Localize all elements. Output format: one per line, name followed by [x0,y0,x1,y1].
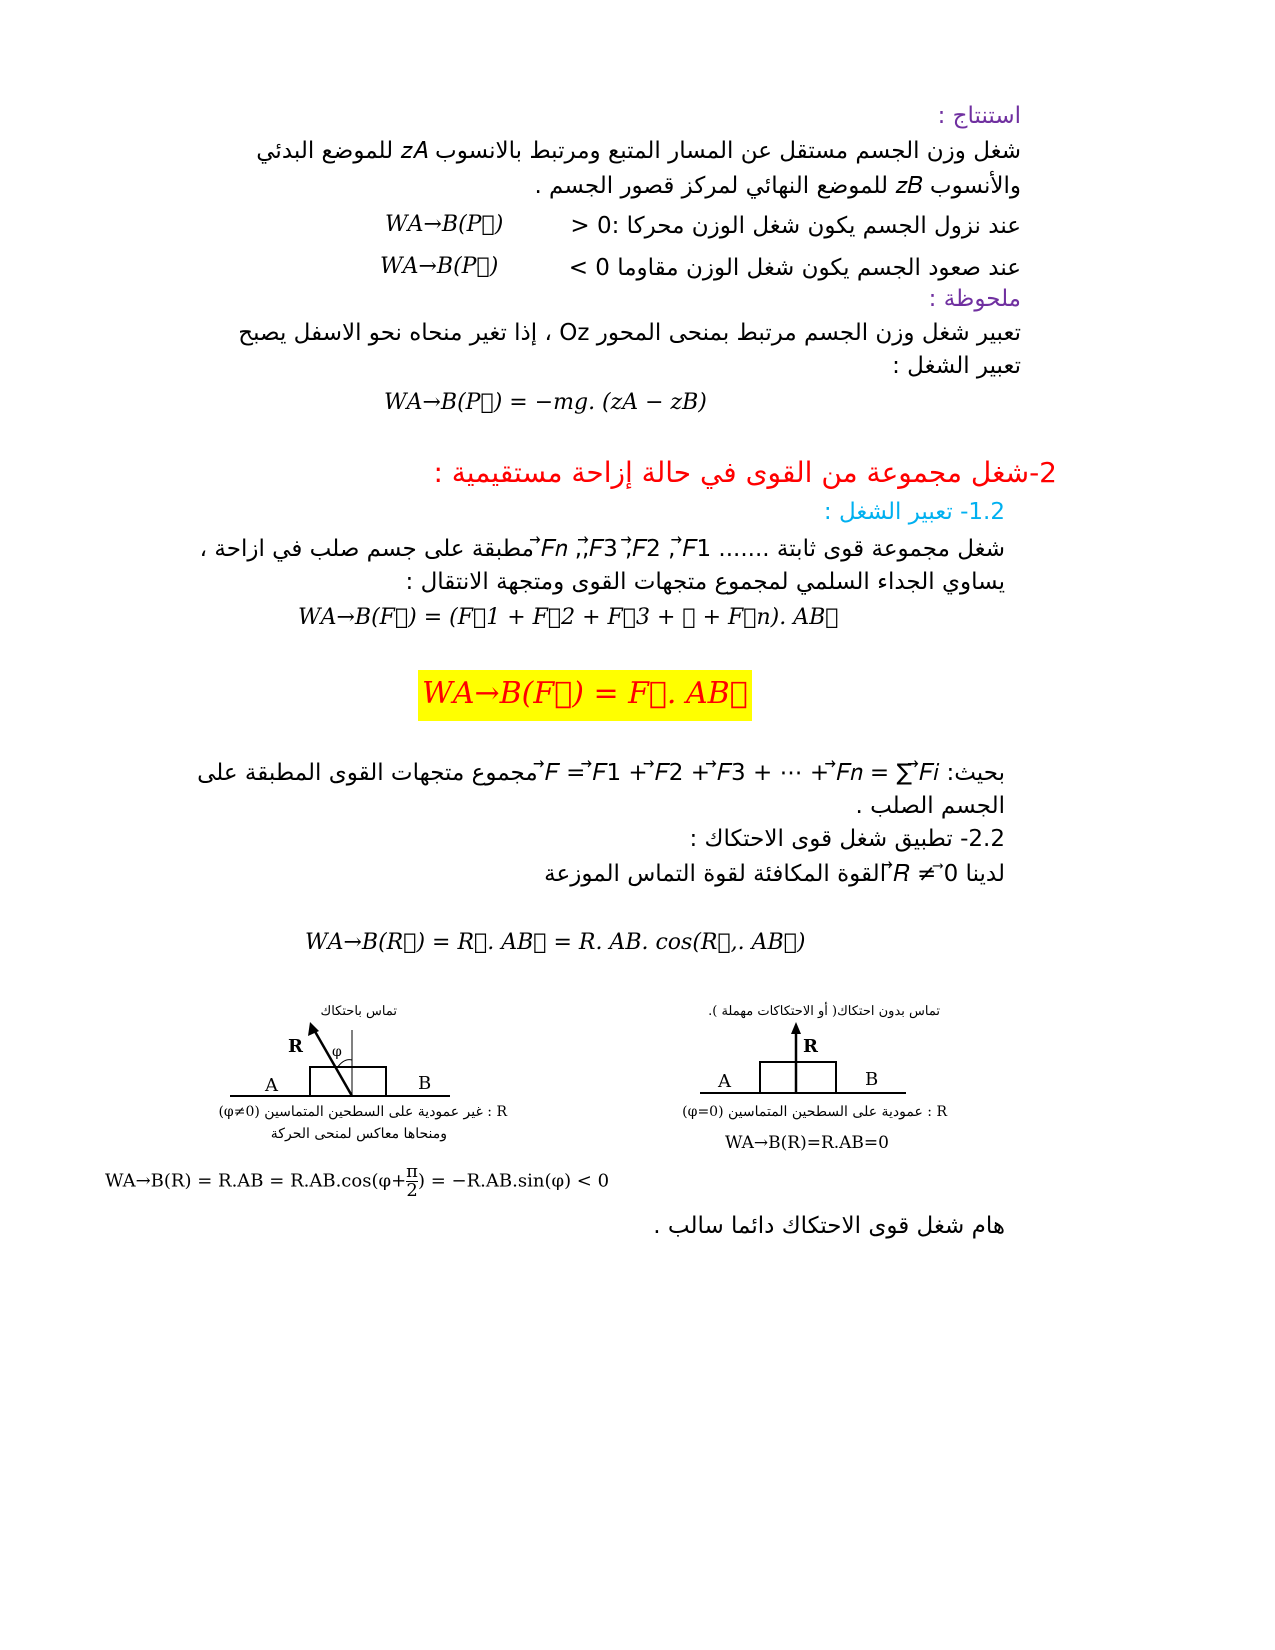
subsection-2-1-label [824,496,1005,529]
where-line-1: بحيث: 𝐹⃗ = 𝐹⃗1 + 𝐹⃗2 + 𝐹⃗3 + ⋯ + 𝐹⃗𝑛 = ∑ 𝐹⃗𝑖 مجموع متجهات القوى المطبقة على [197,760,1005,786]
conclusion-line-2: والأنسوب 𝑧𝐵 للموضع النهائي لمركز قصور الجسم . [534,173,1021,199]
weight-work-formula: 𝑊𝐴→𝐵(𝑃⃗) = −𝑚𝑔. (𝑧𝐴 − 𝑧𝐵) [384,390,707,415]
left-formula-fraction [406,1163,418,1200]
left-formula-head: WA→B(R) = R.AB = R.AB.cos(φ+ [105,1170,407,1192]
block [310,1067,386,1096]
subsection-2-1-num: 1. [968,499,991,525]
descent-math: 𝑊𝐴→𝐵(𝑃⃗) [385,212,504,237]
left-point-b: B [418,1073,432,1094]
left-figure-title: تماس باحتكاك [320,1004,397,1019]
conclusion-heading: استنتاج : [937,103,1021,129]
where-line-2: الجسم الصلب . [855,793,1005,819]
left-phi-label: φ [332,1044,342,1060]
note-line-1: تعبير شغل وزن الجسم مرتبط بمنحى المحور Oz ، إذا تغير منحاه نحو الاسفل يصبح [238,320,1021,346]
left-figure-formula [105,1163,609,1200]
subsection-2-2-label: 2.2- تطبيق شغل قوى الاحتكاك : [689,826,1005,852]
note-heading: ملحوظة : [928,286,1021,312]
section-2-title: 2-شغل مجموعة من القوى في حالة إزاحة مستقيمية : [433,456,1057,489]
conclusion-line-1: شغل وزن الجسم مستقل عن المسار المتبع ومرتبط بالانسوب 𝑧𝐴 للموضع البدئي [256,138,1021,164]
final-conclusion: هام شغل قوى الاحتكاك دائما سالب . [653,1213,1005,1239]
subsection-2-1-line-2: يساوي الجداء السلمي لمجموع متجهات القوى ومتجهة الانتقال : [405,569,1005,595]
right-point-b: B [865,1069,879,1090]
subsection-2-1-text: 2- تعبير الشغل : [823,499,1005,525]
left-caption-2: ومنحاها معاكس لمنحى الحركة [270,1126,447,1142]
right-figure-formula: WA→B(R)=R.AB=0 [725,1133,889,1153]
descent-text: عند نزول الجسم يكون شغل الوزن محركا :0 < [570,213,1021,239]
friction-work-formula: 𝑊𝐴→𝐵(𝑅⃗) = 𝑅⃗. 𝐴𝐵⃗ = 𝑅. 𝐴𝐵. cos(𝑅⃗,. 𝐴𝐵⃗) [305,930,806,955]
right-figure-title: تماس بدون احتكاك( أو الاحتكاكات مهملة ). [708,1004,940,1019]
left-formula-tail: ) = −R.AB.sin(φ) < 0 [418,1170,610,1192]
left-formula-two: 2 [406,1180,418,1201]
left-R-label: R [288,1036,303,1057]
subsection-2-1-line-1: شغل مجموعة قوى ثابتة ....... 𝐹⃗𝑛 ,,𝐹⃗3 ,𝐹⃗2 , 𝐹⃗1 مطبقة على جسم صلب في ازاحة ، [199,536,1005,562]
ascent-text: عند صعود الجسم يكون شغل الوزن مقاوما 0 > [568,255,1021,281]
reaction-vector [313,1028,352,1096]
ascent-math: 𝑊𝐴→𝐵(𝑃⃗) [380,254,499,279]
highlighted-work-formula: 𝑊𝐴→𝐵(𝐹⃗) = 𝐹⃗. 𝐴𝐵⃗ [418,670,752,721]
frictionless-diagram [700,1020,910,1100]
subsection-2-2-line: لدينا 𝑅⃗ ≠ 0⃗ القوة المكافئة لقوة التماس الموزعة [544,861,1005,887]
block-right [760,1062,836,1093]
right-caption-1: R : عمودية على السطحين المتماسين (φ=0) [682,1104,947,1120]
sum-work-formula: 𝑊𝐴→𝐵(𝐹⃗) = (𝐹⃗1 + 𝐹⃗2 + 𝐹⃗3 + ⋯ + 𝐹⃗𝑛). 𝐴𝐵⃗ [298,605,839,630]
left-point-a: A [265,1075,278,1096]
left-formula-pi: π [406,1161,418,1182]
reaction-arrowhead-right [791,1022,801,1034]
right-point-a: A [718,1071,731,1092]
right-R-label: R [803,1036,818,1057]
note-line-2: تعبير الشغل : [892,353,1021,379]
left-caption-1: R : غير عمودية على السطحين المتماسين (φ≠0) [218,1104,507,1120]
